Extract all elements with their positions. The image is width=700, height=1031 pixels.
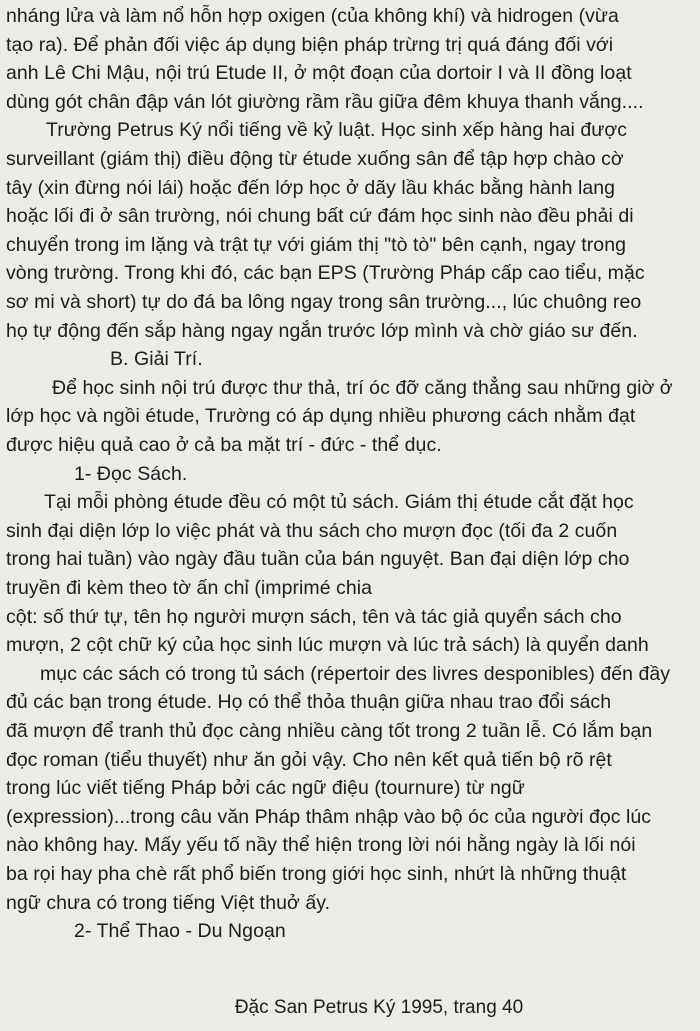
text-line: vòng trường. Trong khi đó, các bạn EPS (Trường Pháp cấp cao tiểu, mặc bbox=[6, 262, 645, 285]
text-line: trong hai tuần) vào ngày đầu tuần của bán nguyệt. Ban đại diện lớp cho bbox=[6, 548, 630, 571]
text-line: họ tự động đến sắp hàng ngay ngắn trước lớp mình và chờ giáo sư đến. bbox=[6, 319, 638, 342]
text-line: ngữ chưa có trong tiếng Việt thuở ấy. bbox=[6, 891, 331, 914]
text-line: Để học sinh nội trú được thư thả, trí óc đỡ căng thẳng sau những giờ ở bbox=[52, 376, 673, 399]
text-line: tạo ra). Để phản đối việc áp dụng biện pháp trừng trị quá đáng đối với bbox=[6, 33, 614, 56]
text-line: chuyển trong im lặng và trật tự với giám thị "tò tò" bên cạnh, ngay trong bbox=[6, 233, 626, 256]
text-line: Trường Petrus Ký nổi tiếng về kỷ luật. Học sinh xếp hàng hai được bbox=[46, 119, 627, 142]
text-line: đọc roman (tiểu thuyết) như ăn gỏi vậy. Cho nên kết quả tiến bộ rõ rệt bbox=[6, 748, 612, 771]
subsection-heading: 2- Thể Thao - Du Ngoạn bbox=[74, 920, 286, 943]
text-line: surveillant (giám thị) điều động từ étude xuống sân để tập hợp chào cờ bbox=[6, 148, 624, 170]
text-line: nháng lửa và làm nổ hỗn hợp oxigen (của không khí) và hidrogen (vừa bbox=[6, 5, 619, 27]
text-line: lớp học và ngồi étude, Trường có áp dụng nhiều phương cách nhằm đạt bbox=[6, 405, 636, 428]
subsection-heading: 1- Đọc Sách. bbox=[74, 462, 188, 485]
text-line: đã mượn để tranh thủ đọc càng nhiều càng tốt trong 2 tuần lễ. Có lắm bạn bbox=[6, 720, 653, 742]
text-line: nào không hay. Mấy yếu tố nầy thể hiện trong lời nói hằng ngày là lối nói bbox=[6, 834, 636, 857]
section-heading: B. Giải Trí. bbox=[110, 348, 203, 371]
text-line: (expression)...trong câu văn Pháp thâm nhập vào bộ óc của người đọc lúc bbox=[6, 805, 652, 828]
text-line: sơ mi và short) tự do đá ba lông ngay trong sân trường..., lúc chuông reo bbox=[6, 291, 642, 313]
text-line: sinh đại diện lớp lo việc phát và thu sách cho mượn đọc (tối đa 2 cuốn bbox=[6, 519, 618, 542]
text-line: anh Lê Chi Mậu, nội trú Etude II, ở một đoạn của dortoir I và II đồng loạt bbox=[6, 62, 632, 85]
text-line: mục các sách có trong tủ sách (répertoir des livres desponibles) đến đầy bbox=[40, 662, 671, 685]
text-line: trong lúc viết tiếng Pháp bởi các ngữ điệu (tournure) từ ngữ bbox=[6, 777, 525, 800]
text-line: tây (xin đừng nói lái) hoặc đến lớp học ở dãy lầu khác bằng hành lang bbox=[6, 176, 616, 199]
page-footer: Đặc San Petrus Ký 1995, trang 40 bbox=[234, 997, 524, 1018]
text-line: cột: số thứ tự, tên họ người mượn sách, tên và tác giả quyển sách cho bbox=[6, 605, 622, 628]
text-line: Tại mỗi phòng étude đều có một tủ sách. Giám thị étude cắt đặt học bbox=[44, 491, 634, 514]
text-line: hoặc lối đi ở sân trường, nói chung bất cứ đám học sinh nào đều phải di bbox=[6, 205, 634, 228]
text-line: ba rọi hay pha chè rất phổ biến trong giới học sinh, nhứt là những thuật bbox=[6, 863, 627, 885]
text-line: truyền đi kèm theo tờ ấn chỉ (imprimé chia bbox=[6, 577, 373, 599]
text-line: được hiệu quả cao ở cả ba mặt trí - đức - thể dục. bbox=[6, 434, 442, 456]
text-line: đủ các bạn trong étude. Họ có thể thỏa thuận giữa nhau trao đổi sách bbox=[6, 691, 612, 714]
text-line: mượn, 2 cột chữ ký của học sinh lúc mượn và lúc trả sách) là quyển danh bbox=[6, 634, 649, 657]
text-line: dùng gót chân đập ván lót giường rầm rầu giữa đêm khuya thanh vắng.... bbox=[6, 90, 644, 113]
